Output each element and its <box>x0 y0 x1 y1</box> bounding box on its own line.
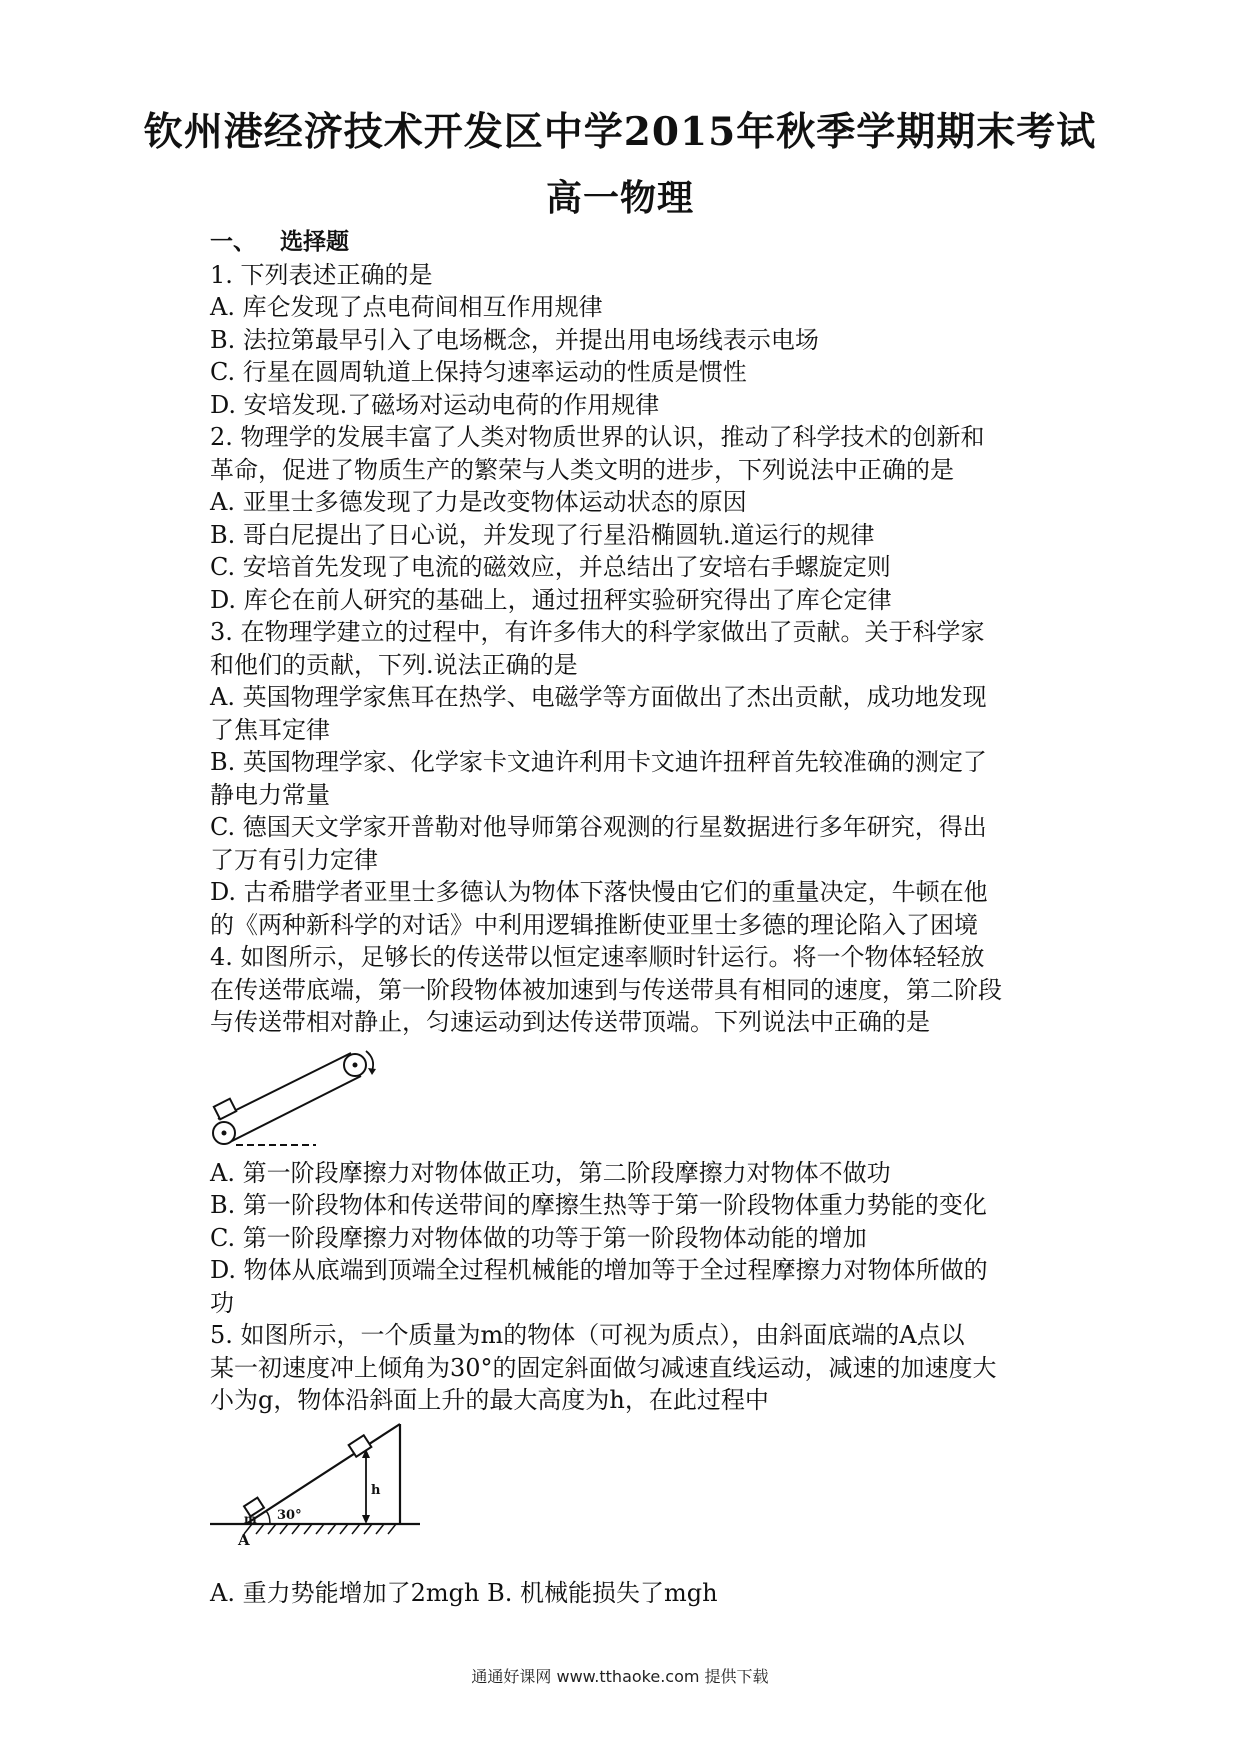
option-c-line-2: 了万有引力定律 <box>210 845 378 874</box>
question-stem-line-3: 与传送带相对静止，匀速运动到达传送带顶端。下列说法中正确的是 <box>210 1008 930 1036</box>
question-2 <box>210 421 1040 616</box>
section-heading <box>210 226 1040 259</box>
option-a: A. 库仑发现了点电荷间相互作用规律 <box>210 293 603 321</box>
question-4 <box>210 941 1040 1319</box>
section-label: 选择题 <box>280 229 349 255</box>
question-stem-line-2: 在传送带底端，第一阶段物体被加速到与传送带具有相同的速度，第二阶段 <box>210 975 1002 1004</box>
option-a: A. 第一阶段摩擦力对物体做正功，第二阶段摩擦力对物体不做功 <box>210 1158 891 1187</box>
option-b: B. 哥白尼提出了日心说，并发现了行星沿椭圆轨.道运行的规律 <box>210 520 875 549</box>
option-d: D. 库仑在前人研究的基础上，通过扭秤实验研究得出了库仑定律 <box>210 585 892 614</box>
question-5 <box>210 1319 1040 1609</box>
option-b-line-2: 静电力常量 <box>210 780 330 809</box>
option-c: C. 安培首先发现了电流的磁效应，并总结出了安培右手螺旋定则 <box>210 553 891 581</box>
option-a-line-2: 了焦耳定律 <box>210 715 330 744</box>
height-label: h <box>371 1482 381 1498</box>
question-stem-line-2: 革命，促进了物质生产的繁荣与人类文明的进步，下列说法中正确的是 <box>210 455 954 484</box>
angle-label: 30° <box>277 1507 302 1523</box>
option-d-line-1: D. 物体从底端到顶端全过程机械能的增加等于全过程摩擦力对物体所做的 <box>210 1256 988 1284</box>
option-a-line-1: A. 英国物理学家焦耳在热学、电磁学等方面做出了杰出贡献，成功地发现 <box>210 683 987 711</box>
option-d-line-2: 的《两种新科学的对话》中利用逻辑推断使亚里士多德的理论陷入了困境 <box>210 910 978 939</box>
option-c: C. 第一阶段摩擦力对物体做的功等于第一阶段物体动能的增加 <box>210 1223 867 1252</box>
conveyor-belt-figure <box>210 1043 1040 1157</box>
exam-title: 钦州港经济技术开发区中学2015年秋季学期期末考试 <box>143 109 1097 155</box>
option-d-line-2: 功 <box>210 1288 234 1317</box>
option-b-line-1: B. 英国物理学家、化学家卡文迪许利用卡文迪许扭秤首先较准确的测定了 <box>210 748 987 776</box>
question-stem-line-1: 5. 如图所示，一个质量为m的物体（可视为质点），由斜面底端的A点以 <box>210 1321 965 1349</box>
section-number: 一、 <box>210 229 256 255</box>
question-stem-line-2: 某一初速度冲上倾角为30°的固定斜面做匀减速直线运动，减速的加速度大 <box>210 1353 997 1382</box>
question-stem-line-1: 4. 如图所示，足够长的传送带以恒定速率顺时针运行。将一个物体轻轻放 <box>210 943 985 971</box>
question-stem-line-2: 和他们的贡献，下列.说法正确的是 <box>210 650 578 679</box>
question-stem-line-3: 小为g，物体沿斜面上升的最大高度为h，在此过程中 <box>210 1386 769 1414</box>
exam-content <box>210 226 1040 1609</box>
subject-title: 高一物理 <box>545 177 694 219</box>
point-a-label: A <box>238 1530 250 1549</box>
options-a-b: A. 重力势能增加了2mgh B. 机械能损失了mgh <box>210 1578 718 1607</box>
conveyor-belt-diagram <box>208 1043 398 1157</box>
question-stem: 1. 下列表述正确的是 <box>210 260 433 289</box>
option-c-line-1: C. 德国天文学家开普勒对他导师第谷观测的行星数据进行多年研究，得出 <box>210 813 987 841</box>
mass-label: m <box>244 1511 257 1526</box>
incline-figure <box>210 1421 1040 1563</box>
footer-download-note: 通通好课网 www.tthaoke.com 提供下载 <box>471 1667 769 1686</box>
option-b: B. 第一阶段物体和传送带间的摩擦生热等于第一阶段物体重力势能的变化 <box>210 1191 987 1219</box>
question-1 <box>210 259 1040 422</box>
option-c: C. 行星在圆周轨道上保持匀速率运动的性质是惯性 <box>210 358 747 386</box>
option-d-line-1: D. 古希腊学者亚里士多德认为物体下落快慢由它们的重量决定，牛顿在他 <box>210 878 988 906</box>
question-stem-line-1: 2. 物理学的发展丰富了人类对物质世界的认识，推动了科学技术的创新和 <box>210 423 985 451</box>
question-3 <box>210 616 1040 941</box>
option-a: A. 亚里士多德发现了力是改变物体运动状态的原因 <box>210 488 747 516</box>
option-b: B. 法拉第最早引入了电场概念，并提出用电场线表示电场 <box>210 325 819 354</box>
option-d: D. 安培发现.了磁场对运动电荷的作用规律 <box>210 390 660 419</box>
question-stem-line-1: 3. 在物理学建立的过程中，有许多伟大的科学家做出了贡献。关于科学家 <box>210 618 985 646</box>
